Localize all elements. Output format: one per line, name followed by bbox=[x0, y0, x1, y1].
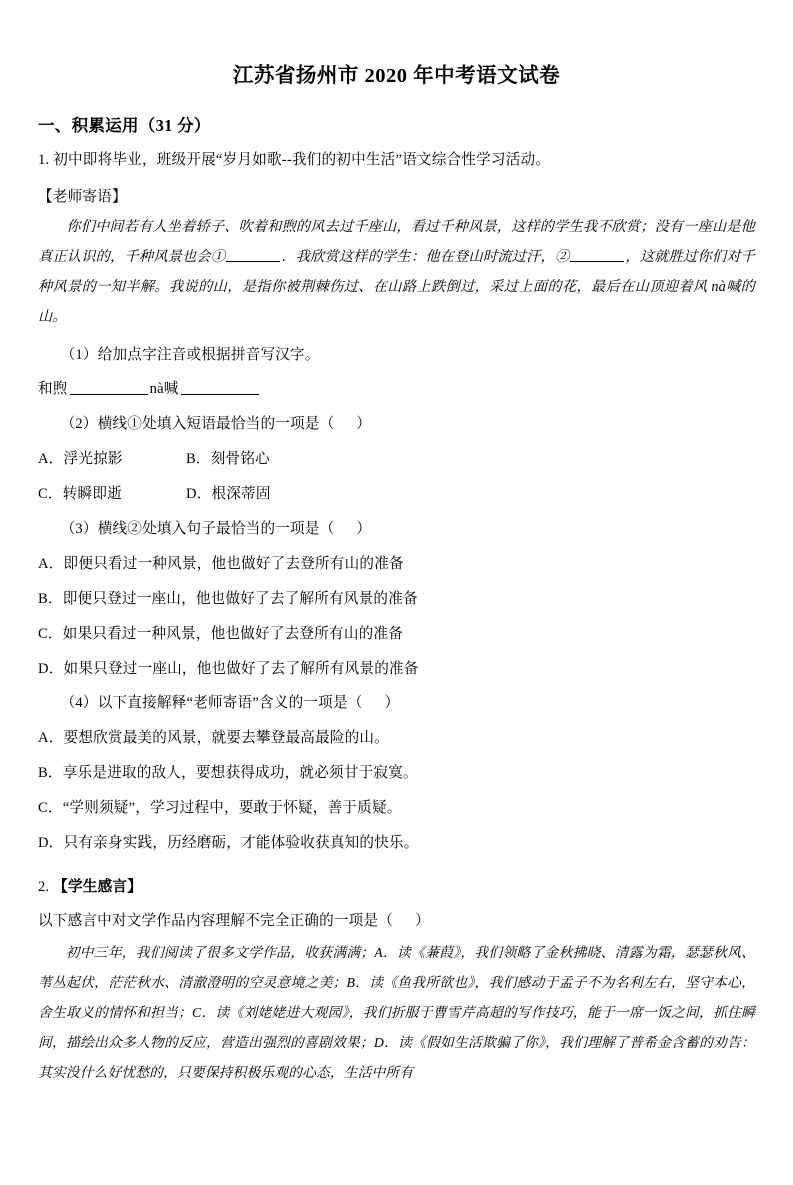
pinyin-fill-line bbox=[38, 379, 755, 401]
sub-question-3-option-c[interactable] bbox=[38, 624, 755, 646]
sub-question-4-option-b[interactable] bbox=[38, 763, 755, 785]
sub-question-2-prompt-post: ） bbox=[356, 416, 372, 433]
option-d-label: D． bbox=[38, 835, 64, 851]
option-b-label: B． bbox=[186, 451, 211, 468]
option-d-text: 根深蒂固 bbox=[211, 486, 271, 503]
teacher-message-passage bbox=[38, 212, 755, 332]
exam-page bbox=[0, 63, 793, 1185]
option-d-text: 只有亲身实践，历经磨砺，才能体验收获真知的快乐。 bbox=[63, 835, 419, 851]
answer-blank-hexu[interactable] bbox=[70, 394, 148, 395]
option-b-text: 刻骨铭心 bbox=[210, 451, 270, 468]
sub-question-3-prompt-pre: （3）横线②处填入句子最恰当的一项是（ bbox=[60, 520, 335, 537]
sub-question-4-prompt bbox=[38, 693, 755, 715]
option-d-label: D． bbox=[186, 486, 212, 503]
section-heading: 一、积累运用（31 分） bbox=[38, 115, 211, 135]
option-b-text: 即便只登过一座山，他也做好了去了解所有风景的准备 bbox=[62, 590, 418, 607]
question-2-passage: 初中三年，我们阅读了很多文学作品，收获满满；A．读《蒹葭》，我们领略了金秋拂晓、清露为霜，瑟瑟秋风、苇丛起伏，茫茫秋水、清澈澄明的空灵意境之美；B．读《鱼我所欲也》，我们感动于孟子不为名利左右，坚守本心，舍生取义的情怀和担当；C．读《刘姥姥进大观园》，我们折服于曹雪芹高超的写作技巧，能于一席一饭之间，抓住瞬间，描绘出众多人物的反应，营造出强烈的喜剧效果；D．读《假如生活欺骗了你》，我们理解了普希金含蓄的劝告：其实没什么好忧愁的，只要保持积极乐观的心态，生活中所有 bbox=[38, 944, 755, 1080]
option-a-label: A． bbox=[38, 555, 64, 572]
student-reflection-label: 【学生感言】 bbox=[53, 878, 142, 895]
answer-blank-nahan[interactable] bbox=[181, 394, 259, 395]
option-c-text: “学则须疑”，学习过程中，要敢于怀疑，善于质疑。 bbox=[62, 800, 402, 817]
option-c-text: 如果只看过一种风景，他也做好了去登所有山的准备 bbox=[62, 625, 403, 642]
sub-question-3-option-a[interactable] bbox=[38, 554, 755, 576]
option-c-label: C． bbox=[38, 486, 63, 503]
teacher-message-label: 【老师寄语】 bbox=[38, 188, 127, 205]
sub-question-4-option-c[interactable] bbox=[38, 798, 755, 820]
option-d-label: D． bbox=[38, 660, 64, 677]
question-2-number: 2. bbox=[38, 878, 50, 895]
passage-part-3: ，这就胜过你们对千种风景的一知半解。我说的山，是指你被荆棘伤过、在山路上跌倒过，采过上面的花，最后在山顶迎着风 nà喊的山。 bbox=[38, 248, 755, 325]
option-b[interactable] bbox=[186, 449, 270, 471]
option-b-label: B． bbox=[38, 765, 63, 782]
sub-question-4-prompt-post: ） bbox=[384, 695, 400, 712]
question-1-stem: 1. 初中即将毕业，班级开展“岁月如歌--我们的初中生活”语文综合性学习活动。 bbox=[38, 151, 551, 168]
option-c-label: C． bbox=[38, 625, 63, 642]
option-a-label: A． bbox=[38, 451, 64, 468]
option-c-text: 转瞬即逝 bbox=[62, 486, 122, 503]
question-2-prompt-pre: 以下感言中对文学作品内容理解不完全正确的一项是（ bbox=[38, 911, 394, 929]
sub-question-2-options-row-2 bbox=[38, 484, 755, 506]
blank-label-nahan: nà喊 bbox=[149, 381, 179, 398]
sub-question-3-prompt-post: ） bbox=[356, 520, 372, 537]
sub-question-3-option-b[interactable] bbox=[38, 589, 755, 611]
page-title: 江苏省扬州市 2020 年中考语文试卷 bbox=[232, 65, 561, 87]
option-d[interactable] bbox=[186, 484, 271, 506]
sub-question-2-options-row-1 bbox=[38, 449, 755, 471]
option-c-label: C． bbox=[38, 800, 63, 817]
sub-question-4-option-d[interactable] bbox=[38, 833, 755, 855]
passage-blank-1 bbox=[226, 261, 280, 262]
passage-part-1: 你们中间若有人坐着轿子、吹着和煦的风去过千座山，看过千种风景，这样的学生我不欣赏；没有一座山是他真正认识的，千种风景也会① bbox=[38, 218, 755, 265]
option-a-label: A． bbox=[38, 730, 64, 747]
option-a-text: 浮光掠影 bbox=[63, 451, 123, 468]
passage-blank-2 bbox=[570, 261, 624, 262]
option-b-label: B． bbox=[38, 590, 63, 607]
option-d-text: 如果只登过一座山，他也做好了去了解所有风景的准备 bbox=[63, 660, 419, 677]
question-2-heading bbox=[38, 875, 755, 896]
question-2-prompt-post: ） bbox=[415, 911, 430, 929]
question-2-prompt bbox=[38, 909, 755, 930]
sub-question-1-prompt: （1）给加点字注音或根据拼音写汉字。 bbox=[60, 346, 320, 363]
option-a-text: 要想欣赏最美的风景，就要去攀登最高最险的山。 bbox=[63, 730, 390, 747]
passage-part-2: ．我欣赏这样的学生：他在登山时流过汗，② bbox=[281, 248, 570, 265]
blank-label-hexu: 和煦 bbox=[38, 381, 68, 398]
sub-question-2-prompt bbox=[38, 414, 755, 436]
option-a[interactable] bbox=[38, 449, 186, 471]
sub-question-2-prompt-pre: （2）横线①处填入短语最恰当的一项是（ bbox=[60, 416, 335, 433]
option-b-text: 享乐是进取的敌人，要想获得成功，就必须甘于寂寞。 bbox=[62, 765, 418, 782]
option-a-text: 即便只看过一种风景，他也做好了去登所有山的准备 bbox=[63, 555, 404, 572]
sub-question-4-prompt-pre: （4）以下直接解释“老师寄语”含义的一项是（ bbox=[60, 695, 363, 712]
sub-question-3-option-d[interactable] bbox=[38, 659, 755, 681]
sub-question-4-option-a[interactable] bbox=[38, 728, 755, 750]
option-c[interactable] bbox=[38, 484, 186, 506]
sub-question-3-prompt bbox=[38, 519, 755, 541]
